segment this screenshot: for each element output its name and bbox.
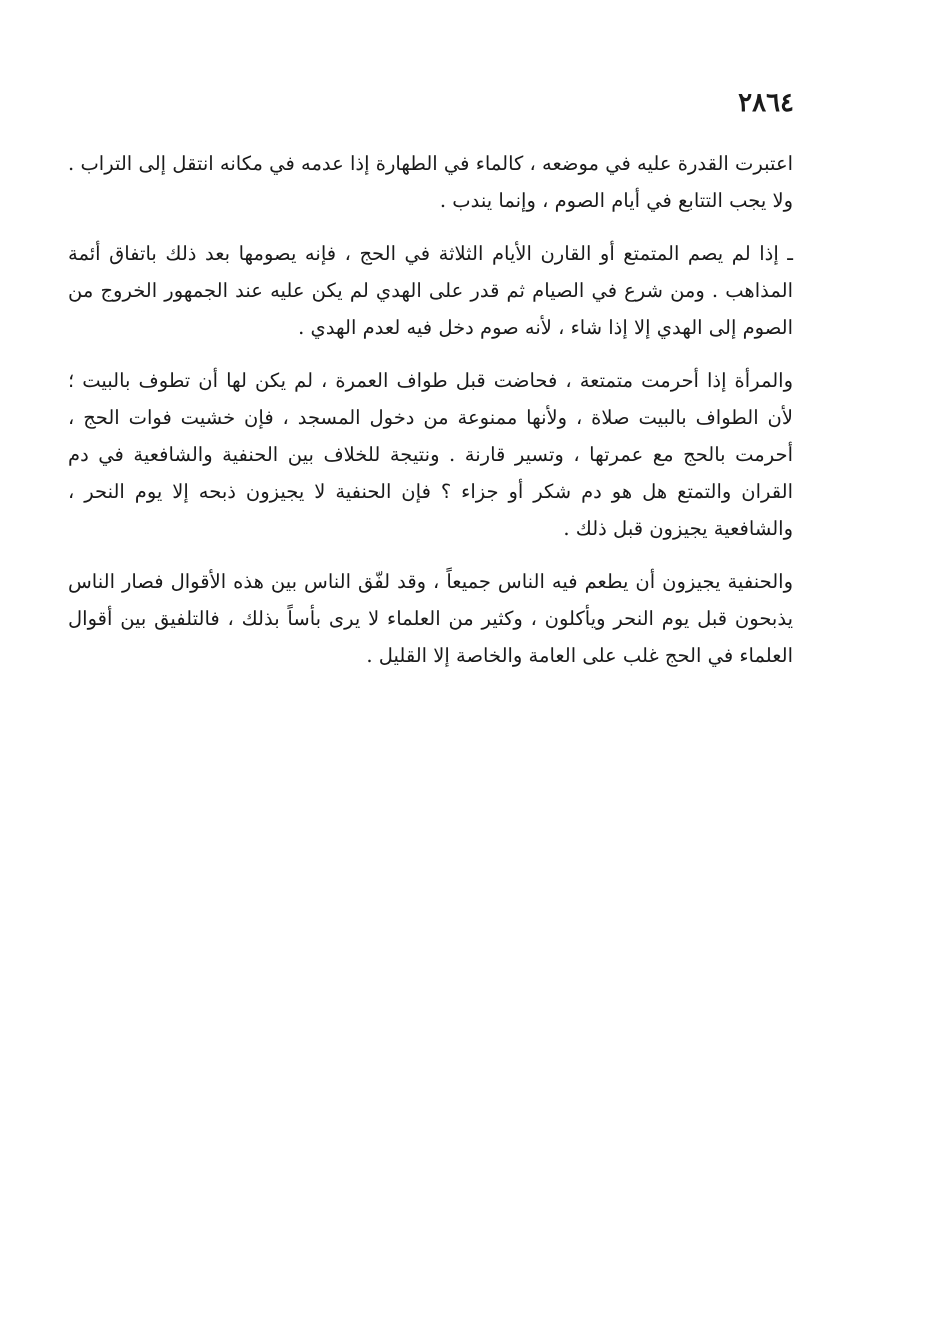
paragraph-4: والحنفية يجيزون أن يطعم فيه الناس جميعاً ، وقد لفّق الناس بين هذه الأقوال فصار الناس يذبحون قبل يوم النحر ويأكلون ، وكثير من العلماء لا يرى بأساً بذلك ، فالتلفيق بين أقوال العلماء في الحج غلب على العامة والخاصة إلا القليل . (68, 570, 793, 667)
body-text (68, 145, 793, 674)
paragraph-3: والمرأة إذا أحرمت متمتعة ، فحاضت قبل طواف العمرة ، لم يكن لها أن تطوف بالبيت ؛ لأن الطواف بالبيت صلاة ، ولأنها ممنوعة من دخول المسجد ، فإن خشيت فوات الحج ، أحرمت بالحج مع عمرتها ، وتسير قارنة . ونتيجة للخلاف بين الحنفية والشافعية في دم القران والتمتع هل هو دم شكر أو جزاء ؟ فإن الحنفية لا يجيزون ذبحه إلا يوم النحر ، والشافعية يجيزون قبل ذلك . (68, 369, 793, 540)
paragraph-2: ـ إذا لم يصم المتمتع أو القارن الأيام الثلاثة في الحج ، فإنه يصومها بعد ذلك باتفاق أئمة المذاهب . ومن شرع في الصيام ثم قدر على الهدي لم يكن عليه عند الجمهور الخروج من الصوم إلى الهدي إلا إذا شاء ، لأنه صوم دخل فيه لعدم الهدي . (68, 242, 793, 339)
page-number: ٢٨٦٤ (738, 88, 794, 118)
paragraph-1: اعتبرت القدرة عليه في موضعه ، كالماء في الطهارة إذا عدمه في مكانه انتقل إلى التراب . ولا يجب التتابع في أيام الصوم ، وإنما يندب . (68, 152, 793, 212)
